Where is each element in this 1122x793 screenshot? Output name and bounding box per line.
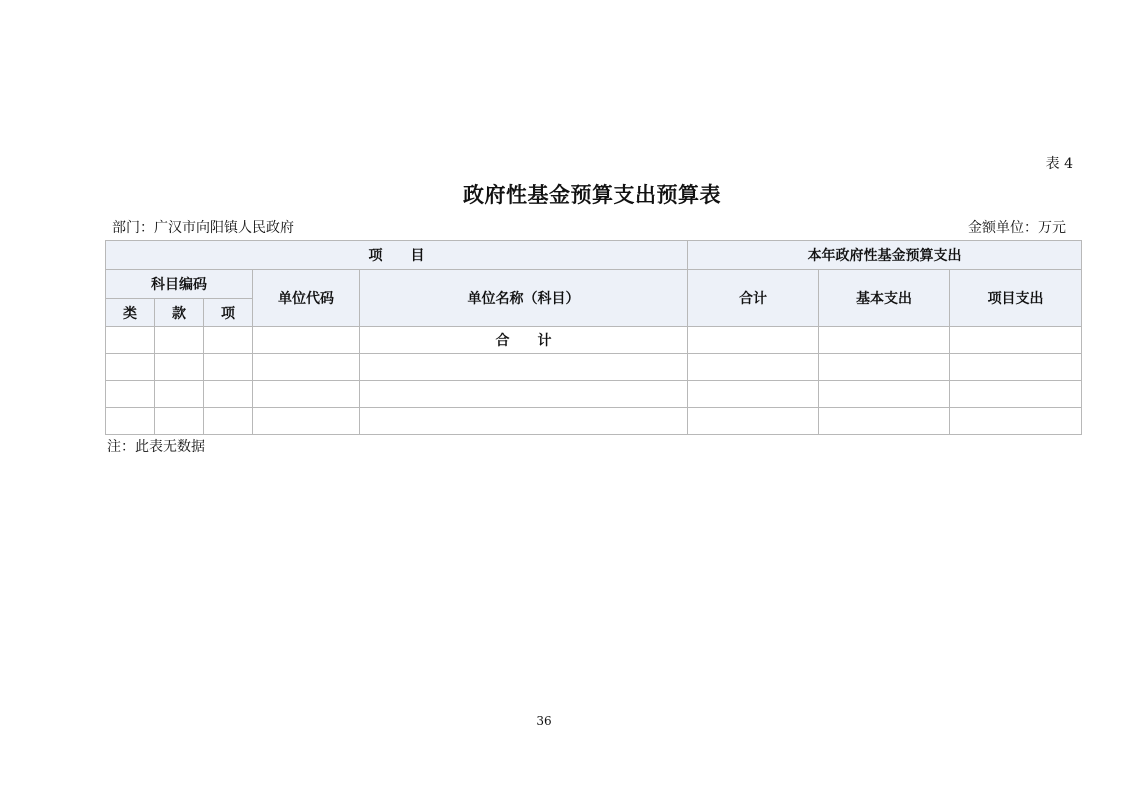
table-cell	[253, 381, 360, 408]
header-total: 合计	[688, 270, 819, 327]
table-row	[106, 381, 1082, 408]
table-cell	[204, 408, 253, 435]
table-cell	[360, 354, 688, 381]
table-cell	[106, 381, 155, 408]
document-title: 政府性基金预算支出预算表	[463, 183, 721, 207]
table-cell	[106, 408, 155, 435]
table-cell	[688, 408, 819, 435]
table-cell	[253, 327, 360, 354]
table-cell	[253, 408, 360, 435]
table-cell	[253, 354, 360, 381]
header-item-group: 项 目	[106, 241, 688, 270]
table-number-label: 表 4	[1045, 156, 1073, 172]
table-cell	[688, 354, 819, 381]
table-note: 注：此表无数据	[107, 439, 205, 455]
table-cell	[819, 327, 950, 354]
table-cell	[106, 354, 155, 381]
header-category: 类	[106, 299, 155, 327]
amount-unit-label: 金额单位：万元	[968, 220, 1066, 236]
table-cell	[819, 381, 950, 408]
table-cell	[819, 408, 950, 435]
table-cell	[950, 381, 1082, 408]
page-number: 36	[536, 714, 552, 728]
budget-table	[105, 240, 1082, 435]
header-subject-code: 科目编码	[106, 270, 253, 299]
table-cell	[360, 381, 688, 408]
table-cell	[688, 327, 819, 354]
header-unit-name: 单位名称（科目）	[360, 270, 688, 327]
table-cell	[106, 327, 155, 354]
header-expense-group: 本年政府性基金预算支出	[688, 241, 1082, 270]
table-cell	[819, 354, 950, 381]
header-basic-expense: 基本支出	[819, 270, 950, 327]
table-row	[106, 408, 1082, 435]
table-cell	[204, 327, 253, 354]
table-cell	[950, 408, 1082, 435]
header-item: 项	[204, 299, 253, 327]
header-unit-code: 单位代码	[253, 270, 360, 327]
table-cell	[360, 408, 688, 435]
table-cell	[204, 354, 253, 381]
total-row-label: 合 计	[360, 327, 688, 354]
table-cell	[204, 381, 253, 408]
header-project-expense: 项目支出	[950, 270, 1082, 327]
table-cell	[155, 327, 204, 354]
table-cell	[688, 381, 819, 408]
table-cell	[950, 354, 1082, 381]
table-row-total	[106, 327, 1082, 354]
table-row	[106, 354, 1082, 381]
table-cell	[155, 354, 204, 381]
header-section: 款	[155, 299, 204, 327]
table-cell	[950, 327, 1082, 354]
table-cell	[155, 381, 204, 408]
table-cell	[155, 408, 204, 435]
department-label: 部门：广汉市向阳镇人民政府	[112, 220, 294, 236]
